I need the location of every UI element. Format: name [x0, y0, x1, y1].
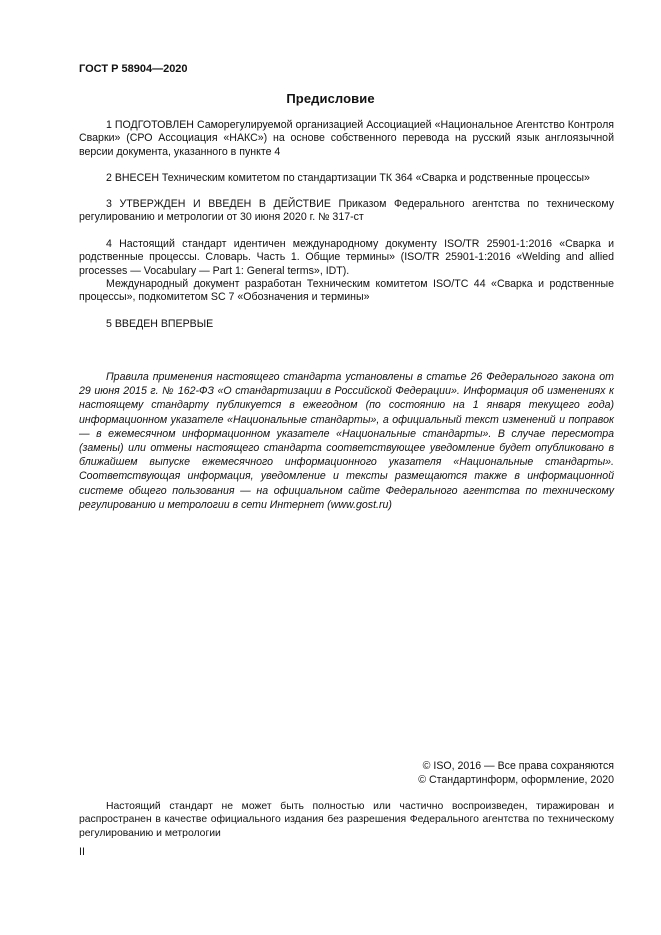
reproduction-notice: Настоящий стандарт не может быть полностью или частично воспроизведен, тиражирован и распространен в качестве официального издания без разрешения Федерального агентства по техническому регулированию и метрологии	[79, 801, 614, 839]
document-code: ГОСТ Р 58904—2020	[79, 63, 188, 75]
paragraph-2-submitted: 2 ВНЕСЕН Техническим комитетом по стандартизации ТК 364 «Сварка и родственные процессы»	[106, 172, 590, 184]
page-title: Предисловие	[286, 91, 375, 106]
rules-of-application-notice: Правила применения настоящего стандарта установлены в статье 26 Федерального закона от 29 июня 2015 г. № 162-ФЗ «О стандартизации в Российской Федерации». Информация об изменениях к настоящему стандарту публикуется в ежегодном (по состоянию на 1 января текущего года) информационном указателе «Национальные стандарты», а официальный текст изменений и поправок — в ежемесячном информационном указателе «Национальные стандарты». В случае пересмотра (замены) или отмены настоящего стандарта соответствующее уведомление будет опубликовано в ближайшем выпуске ежемесячного информационного указателя «Национальные стандарты». Соответствующая информация, уведомление и тексты размещаются также в информационной системе общего пользования — на официальном сайте Федерального агентства по техническому регулированию и метрологии в сети Интернет (www.gost.ru)	[79, 371, 614, 511]
paragraph-5-introduced: 5 ВВЕДЕН ВПЕРВЫЕ	[106, 318, 214, 330]
copyright-iso: © ISO, 2016 — Все права сохраняются	[422, 760, 614, 772]
copyright-standartinform: © Стандартинформ, оформление, 2020	[418, 774, 614, 786]
page-number: II	[79, 846, 85, 858]
paragraph-4-developer: Международный документ разработан Техническим комитетом ISO/TC 44 «Сварка и родственные процессы», подкомитетом SC 7 «Обозначения и термины»	[79, 278, 614, 304]
paragraph-1-prepared: 1 ПОДГОТОВЛЕН Саморегулируемой организацией Ассоциацией «Национальное Агентство Контроля Сварки» (СРО Ассоциация «НАКС») на основе собственного перевода на русский язык англоязычной версии документа, указанного в пункте 4	[79, 119, 614, 158]
paragraph-4-identical: 4 Настоящий стандарт идентичен международному документу ISO/TR 25901-1:2016 «Сварка и родственные процессы. Словарь. Часть 1. Общие термины» (ISO/TR 25901-1:2016 «Welding and allied processes — Vocabulary — Part 1: General terms», IDT).	[79, 238, 614, 277]
paragraph-3-approved: 3 УТВЕРЖДЕН И ВВЕДЕН В ДЕЙСТВИЕ Приказом Федерального агентства по техническому регулированию и метрологии от 30 июня 2020 г. № 317-ст	[79, 198, 614, 224]
